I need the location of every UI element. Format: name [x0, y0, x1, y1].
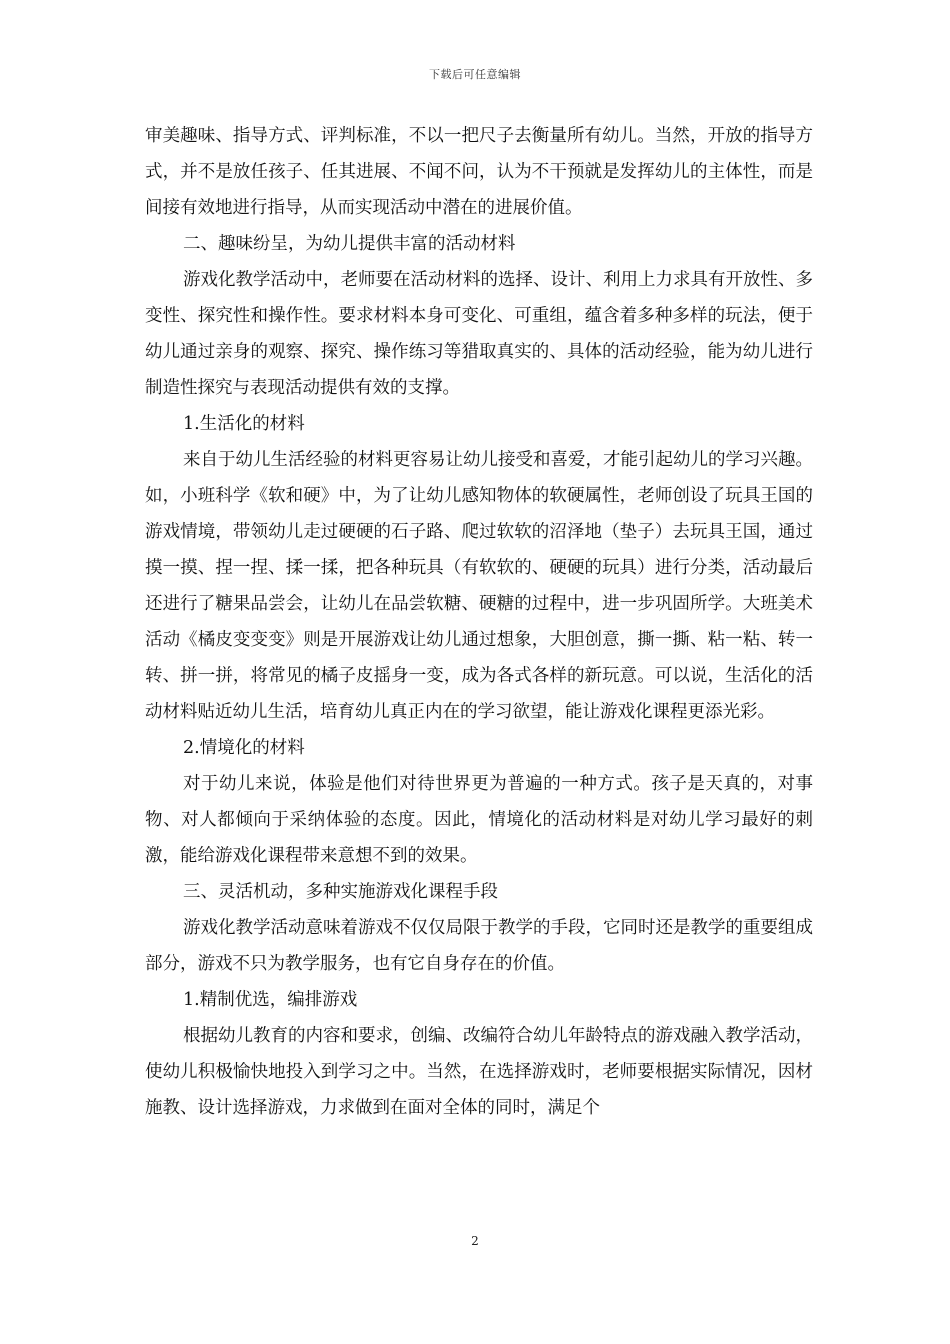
paragraph-situational-materials: 对于幼儿来说，体验是他们对待世界更为普遍的一种方式。孩子是天真的，对事物、对人都倾向于采纳体验的态度。因此，情境化的活动材料是对幼儿学习最好的刺激，能给游戏化课程带来意想不到的效果。: [145, 774, 813, 866]
document-body: [145, 118, 813, 1126]
paragraph-continuation: 审美趣味、指导方式、评判标准，不以一把尺子去衡量所有幼儿。当然，开放的指导方式，并不是放任孩子、任其进展、不闻不问，认为不干预就是发挥幼儿的主体性，而是间接有效地进行指导，从而实现活动中潜在的进展价值。: [145, 126, 813, 218]
subheading-life-materials: 1.生活化的材料: [183, 414, 305, 434]
subheading-situational-materials: 2.情境化的材料: [183, 738, 305, 758]
paragraph-materials: 游戏化教学活动中，老师要在活动材料的选择、设计、利用上力求具有开放性、多变性、探究性和操作性。要求材料本身可变化、可重组，蕴含着多种多样的玩法，便于幼儿通过亲身的观察、探究、操作练习等猎取真实的、具体的活动经验，能为幼儿进行制造性探究与表现活动提供有效的支撑。: [145, 270, 813, 398]
section-heading-three: 三、灵活机动，多种实施游戏化课程手段: [183, 882, 498, 902]
paragraph-game-teaching: 游戏化教学活动意味着游戏不仅仅局限于教学的手段，它同时还是教学的重要组成部分，游戏不只为教学服务，也有它自身存在的价值。: [145, 918, 813, 974]
paragraph-arrange-games: 根据幼儿教育的内容和要求，创编、改编符合幼儿年龄特点的游戏融入教学活动，使幼儿积极愉快地投入到学习之中。当然，在选择游戏时，老师要根据实际情况，因材施教、设计选择游戏，力求做到在面对全体的同时，满足个: [145, 1026, 813, 1118]
paragraph-life-materials: 来自于幼儿生活经验的材料更容易让幼儿接受和喜爱，才能引起幼儿的学习兴趣。如，小班科学《软和硬》中，为了让幼儿感知物体的软硬属性，老师创设了玩具王国的游戏情境，带领幼儿走过硬硬的石子路、爬过软软的沼泽地（垫子）去玩具王国，通过摸一摸、捏一捏、揉一揉，把各种玩具（有软软的、硬硬的玩具）进行分类，活动最后还进行了糖果品尝会，让幼儿在品尝软糖、硬糖的过程中，进一步巩固所学。大班美术活动《橘皮变变变》则是开展游戏让幼儿通过想象，大胆创意，撕一撕、粘一粘、转一转、拼一拼，将常见的橘子皮摇身一变，成为各式各样的新玩意。可以说，生活化的活动材料贴近幼儿生活，培育幼儿真正内在的学习欲望，能让游戏化课程更添光彩。: [145, 450, 813, 722]
page-header-note: 下载后可任意编辑: [429, 68, 521, 81]
page-number: 2: [471, 1234, 479, 1248]
subheading-arrange-games: 1.精制优选，编排游戏: [183, 990, 358, 1010]
section-heading-two: 二、趣味纷呈，为幼儿提供丰富的活动材料: [183, 234, 516, 254]
